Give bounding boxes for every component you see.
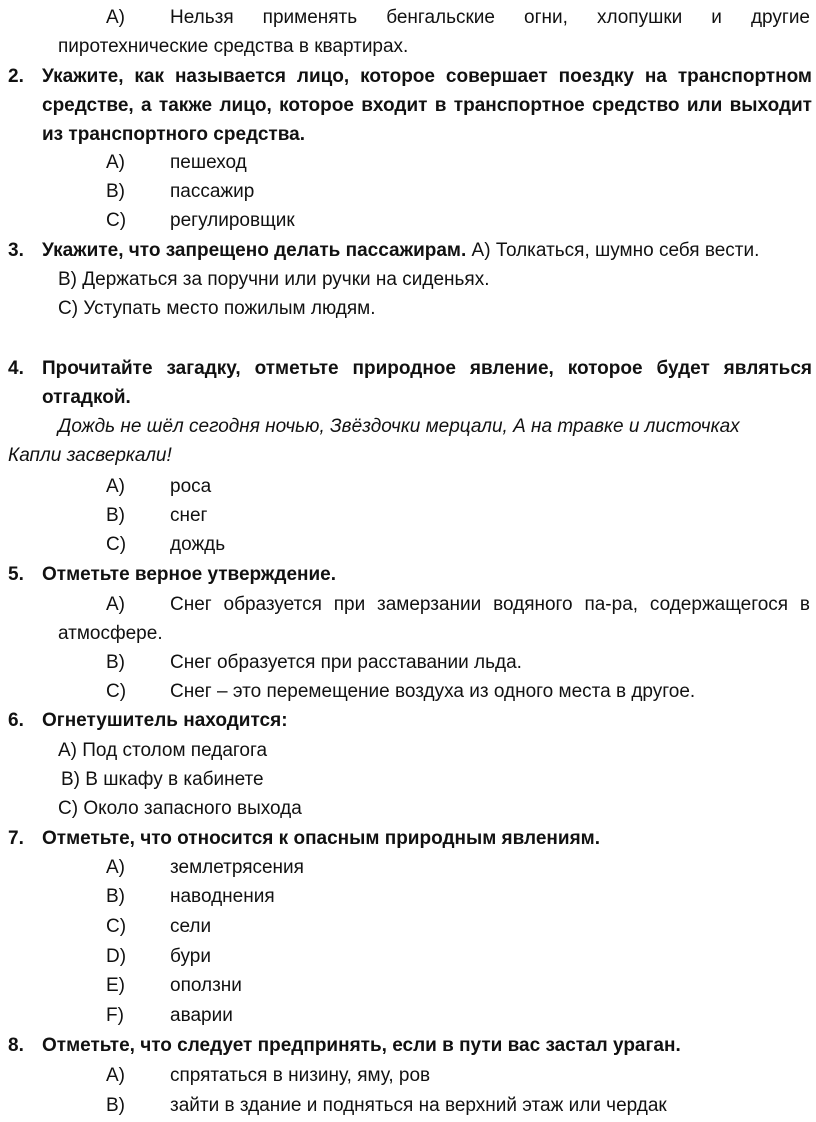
q7-option-a-label: A) [106,857,125,878]
q8-option-a-text: спрятаться в низину, яму, ров [170,1065,431,1086]
q7-option-e-text: оползни [170,975,242,996]
question-6-number: 6. [8,710,24,731]
question-3-number: 3. [8,240,24,261]
q8-option-b-label: B) [106,1095,125,1116]
q5-option-c-label: C) [106,681,127,702]
q4-option-b-text: снег [170,505,208,526]
q6-option-b: B) В шкафу в кабинете [61,769,264,790]
intro-option-text-line1: Нельзя применять бенгальские огни, хлопушки и другие [170,7,810,28]
q2-option-b-label: B) [106,181,125,202]
question-3-text: Укажите, что запрещено делать пассажирам. [42,240,467,261]
question-4-text: Прочитайте загадку, отметьте природное явление, которое будет являться отгадкой. [42,358,812,408]
q3-option-b: B) Держаться за поручни или ручки на сиденьях. [58,269,490,290]
q7-option-b-label: B) [106,886,125,907]
riddle-line-2: Капли засверкали! [8,445,172,466]
riddle-line-1: Дождь не шёл сегодня ночью, Звёздочки мерцали, А на травке и листочках [58,416,740,437]
q7-option-d-text: бури [170,946,211,967]
q6-option-c: C) Около запасного выхода [58,798,302,819]
q8-option-a-label: A) [106,1065,125,1086]
question-4-number: 4. [8,358,24,379]
q4-option-a-label: A) [106,476,125,497]
q5-option-c-text: Снег – это перемещение воздуха из одного места в другое. [170,681,696,702]
q4-option-c-label: C) [106,534,127,555]
q2-option-b-text: пассажир [170,181,255,202]
q7-option-f-text: аварии [170,1005,233,1026]
q2-option-a-text: пешеход [170,152,247,173]
q5-option-a-text-line1: Снег образуется при замерзании водяного па-ра, содержащегося в [170,594,810,615]
intro-option-label: A) [106,7,125,28]
question-7-number: 7. [8,828,24,849]
q5-option-a-label: A) [106,594,125,615]
q3-option-c: C) Уступать место пожилым людям. [58,298,376,319]
q7-option-d-label: D) [106,946,127,967]
q5-option-b-text: Снег образуется при расставании льда. [170,652,522,673]
q7-option-b-text: наводнения [170,886,275,907]
q2-option-a-label: A) [106,152,125,173]
q7-option-a-text: землетрясения [170,857,304,878]
intro-option-text-line2: пиротехнические средства в квартирах. [58,36,409,57]
q2-option-c-label: C) [106,210,127,231]
question-3-line [42,236,759,265]
question-2-text: Укажите, как называется лицо, которое совершает поездку на транспортном средстве, а также лицо, которое входит в транспортное средство или выходит из транспортного средства. [42,66,812,145]
question-5-text: Отметьте верное утверждение. [42,564,337,585]
q4-option-a-text: роса [170,476,212,497]
q7-option-c-text: сели [170,916,212,937]
question-2-number: 2. [8,66,24,87]
question-5-number: 5. [8,564,24,585]
q4-option-b-label: B) [106,505,125,526]
question-7-text: Отметьте, что относится к опасным природным явлениям. [42,828,601,849]
question-8-text: Отметьте, что следует предпринять, если в пути вас застал ураган. [42,1035,681,1056]
q3-option-a: A) Толкаться, шумно себя вести. [471,240,760,261]
q8-option-b-text: зайти в здание и подняться на верхний этаж или чердак [170,1095,667,1116]
q7-option-c-label: C) [106,916,127,937]
q5-option-a-text-line2: атмосфере. [58,623,163,644]
q2-option-c-text: регулировщик [170,210,295,231]
question-6-text: Огнетушитель находится: [42,710,288,731]
q6-option-a: A) Под столом педагога [58,740,268,761]
q7-option-f-label: F) [106,1005,124,1026]
q5-option-b-label: B) [106,652,125,673]
q7-option-e-label: E) [106,975,125,996]
q4-option-c-text: дождь [170,534,226,555]
question-8-number: 8. [8,1035,24,1056]
